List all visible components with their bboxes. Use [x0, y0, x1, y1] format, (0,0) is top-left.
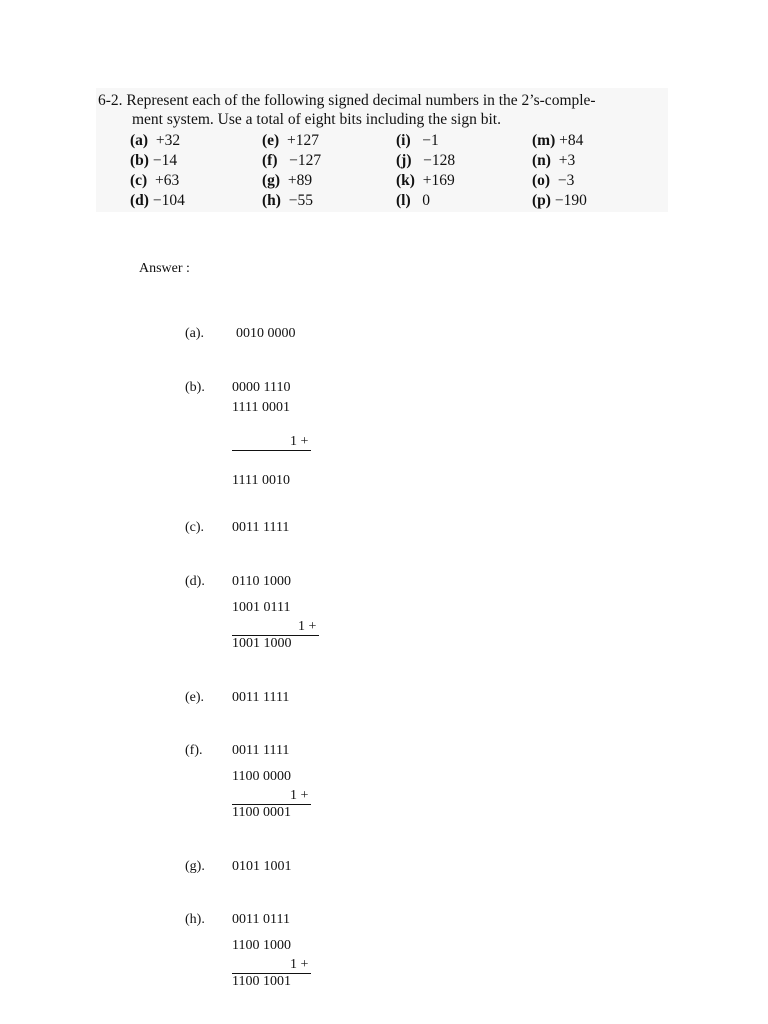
case-h: (h) −55 [262, 192, 313, 209]
case-k: (k) +169 [396, 172, 455, 189]
case-c: (c) +63 [130, 172, 180, 189]
problem-line-1 [98, 92, 668, 111]
problem-text-line-2: ment system. Use a total of eight bits including the sign bit. [132, 110, 501, 128]
answer-label-g: (g). [185, 859, 205, 874]
case-n: (n) +3 [532, 152, 576, 169]
answer-b-line-1: 0000 1110 [232, 380, 291, 395]
case-f: (f) −127 [262, 152, 322, 169]
answer-f-carry: 1 + [290, 788, 309, 803]
case-m: (m) +84 [532, 132, 584, 149]
answer-b-result: 1111 0010 [232, 473, 290, 488]
answer-g-line-1: 0101 1001 [232, 859, 292, 874]
case-g: (g) +89 [262, 172, 313, 189]
answer-c-line-1: 0011 1111 [232, 520, 290, 535]
answer-f-line-1: 0011 1111 [232, 743, 290, 758]
case-j: (j) −128 [396, 152, 456, 169]
answer-d-line-1: 0110 1000 [232, 574, 291, 589]
answer-h-result: 1100 1001 [232, 974, 291, 989]
answer-d-result: 1001 1000 [232, 636, 292, 651]
answer-f-line-2: 1100 0000 [232, 769, 291, 784]
answer-heading: Answer : [139, 261, 190, 276]
answer-e-line-1: 0011 1111 [232, 690, 290, 705]
answer-label-h: (h). [185, 912, 205, 927]
answer-label-c: (c). [185, 520, 205, 535]
case-e: (e) +127 [262, 132, 319, 149]
case-d: (d) −104 [130, 192, 185, 209]
problem-statement [98, 92, 668, 129]
answer-h-carry: 1 + [290, 957, 309, 972]
answer-label-b: (b). [185, 380, 205, 395]
case-l: (l) 0 [396, 192, 431, 209]
case-a: (a) +32 [130, 132, 181, 149]
answer-label-a: (a). [185, 326, 205, 341]
case-i: (i) −1 [396, 132, 439, 149]
answer-b-sum-rule [232, 450, 311, 451]
answer-label-d: (d). [185, 574, 205, 589]
problem-text-line-1: Represent each of the following signed decimal numbers in the 2’s-comple- [126, 92, 596, 109]
problem-number: 6-2. [98, 92, 123, 109]
answer-a-line-1: 0010 0000 [236, 326, 296, 341]
problem-line-2 [98, 111, 668, 130]
answer-d-line-2: 1001 0111 [232, 600, 291, 615]
answer-b-carry: 1 + [290, 434, 309, 449]
case-o: (o) −3 [532, 172, 575, 189]
answer-label-f: (f). [185, 743, 203, 758]
answer-h-line-1: 0011 0111 [232, 912, 290, 927]
answer-d-carry: 1 + [298, 619, 317, 634]
case-b: (b) −14 [130, 152, 178, 169]
answer-f-result: 1100 0001 [232, 805, 291, 820]
answer-b-line-2: 1111 0001 [232, 400, 290, 415]
cases-grid [130, 132, 650, 212]
answer-h-line-2: 1100 1000 [232, 938, 291, 953]
answer-label-e: (e). [185, 690, 205, 705]
case-p: (p) −190 [532, 192, 587, 209]
